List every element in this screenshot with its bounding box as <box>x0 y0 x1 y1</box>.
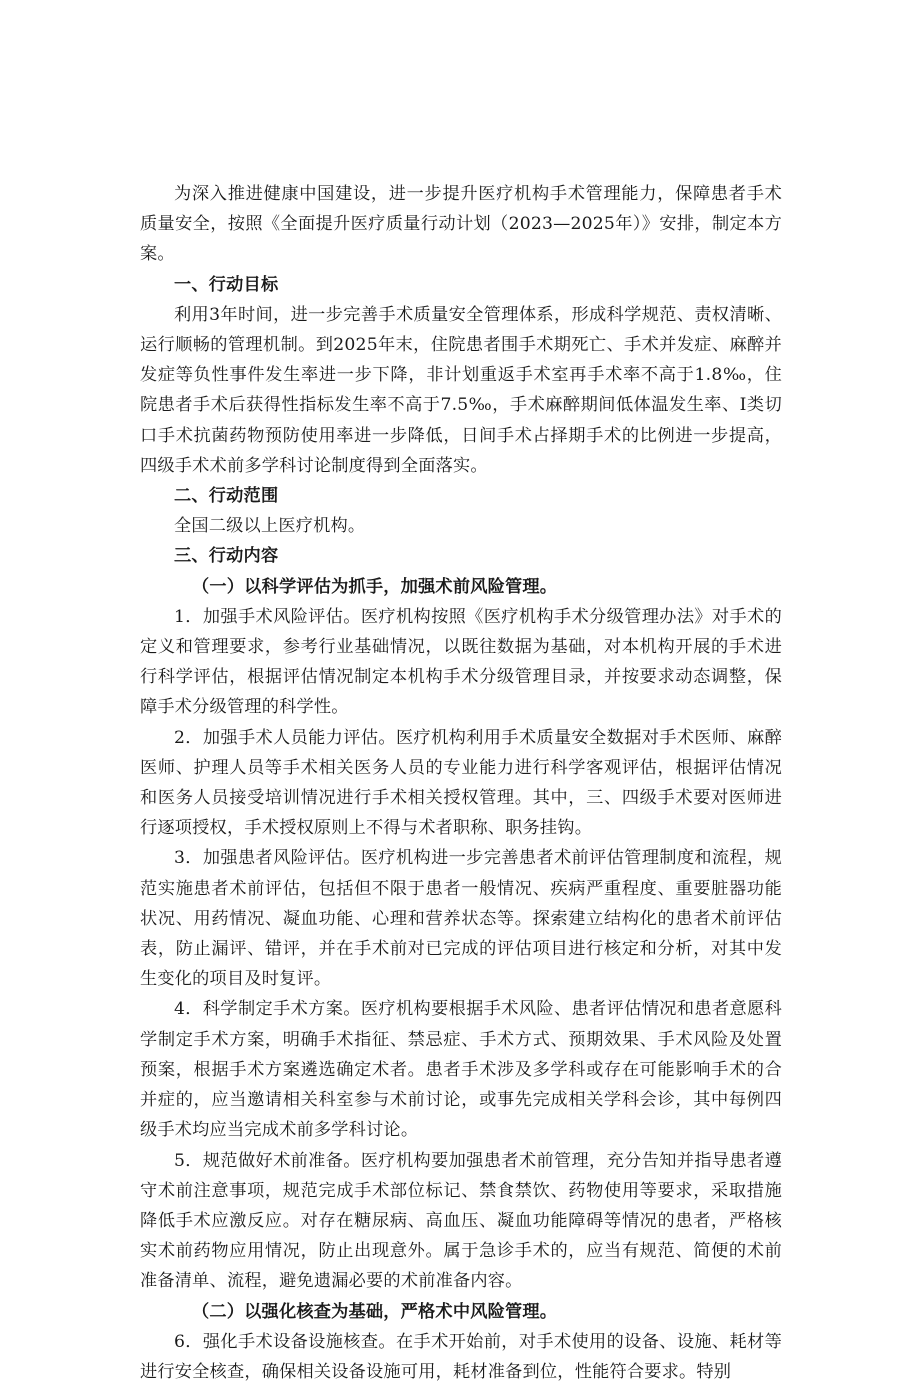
subsection-heading-intraop: （二）以强化核查为基础，严格术中风险管理。 <box>192 1301 558 1322</box>
section-heading-scope: 二、行动范围 <box>174 486 279 507</box>
scope-paragraph: 全国二级以上医疗机构。 <box>174 516 366 537</box>
item-paragraph-4: 4．科学制定手术方案。医疗机构要根据手术风险、患者评估情况和患者意愿科学制定手术方案，明确手术指征、禁忌症、手术方式、预期效果、手术风险及处置预案，根据手术方案遴选确定术者。患者手术涉及多学科或存在可能影响手术的合并症的，应当邀请相关科室参与术前讨论，或事先完成相关学科会诊，其中每例四级手术均应当完成术前多学科讨论。 <box>140 999 782 1141</box>
subsection-heading-preop: （一）以科学评估为抓手，加强术前风险管理。 <box>192 576 558 597</box>
item-paragraph-5: 5．规范做好术前准备。医疗机构要加强患者术前管理，充分告知并指导患者遵守术前注意事项，规范完成手术部位标记、禁食禁饮、药物使用等要求，采取措施降低手术应激反应。对存在糖尿病、高血压、凝血功能障碍等情况的患者，严格核实术前药物应用情况，防止出现意外。属于急诊手术的，应当有规范、简便的术前准备清单、流程，避免遗漏必要的术前准备内容。 <box>140 1150 782 1292</box>
intro-paragraph: 为深入推进健康中国建设，进一步提升医疗机构手术管理能力，保障患者手术质量安全，按照《全面提升医疗质量行动计划（2023—2025年）》安排，制定本方案。 <box>140 184 782 265</box>
document-body <box>140 179 782 1387</box>
item-paragraph-1: 1．加强手术风险评估。医疗机构按照《医疗机构手术分级管理办法》对手术的定义和管理要求，参考行业基础情况，以既往数据为基础，对本机构开展的手术进行科学评估，根据评估情况制定本机构手术分级管理目录，并按要求动态调整，保障手术分级管理的科学性。 <box>140 606 782 718</box>
item-paragraph-6: 6．强化手术设备设施核查。在手术开始前，对手术使用的设备、设施、耗材等进行安全核查，确保相关设备设施可用，耗材准备到位，性能符合要求。特别 <box>140 1331 782 1382</box>
section-heading-goals: 一、行动目标 <box>174 274 279 295</box>
item-paragraph-2: 2．加强手术人员能力评估。医疗机构利用手术质量安全数据对手术医师、麻醉医师、护理人员等手术相关医务人员的专业能力进行科学客观评估，根据评估情况和医务人员接受培训情况进行手术相关授权管理。其中，三、四级手术要对医师进行逐项授权，手术授权原则上不得与术者职称、职务挂钩。 <box>140 727 782 839</box>
item-paragraph-3: 3．加强患者风险评估。医疗机构进一步完善患者术前评估管理制度和流程，规范实施患者术前评估，包括但不限于患者一般情况、疾病严重程度、重要脏器功能状况、用药情况、凝血功能、心理和营养状态等。探索建立结构化的患者术前评估表，防止漏评、错评，并在手术前对已完成的评估项目进行核定和分析，对其中发生变化的项目及时复评。 <box>140 848 782 990</box>
goals-paragraph: 利用3年时间，进一步完善手术质量安全管理体系，形成科学规范、责权清晰、运行顺畅的管理机制。到2025年末，住院患者围手术期死亡、手术并发症、麻醉并发症等负性事件发生率进一步下降，非计划重返手术室再手术率不高于1.8‰，住院患者手术后获得性指标发生率不高于7.5‰，手术麻醉期间低体温发生率、Ⅰ类切口手术抗菌药物预防使用率进一步降低，日间手术占择期手术的比例进一步提高，四级手术术前多学科讨论制度得到全面落实。 <box>140 304 782 476</box>
section-heading-content: 三、行动内容 <box>174 546 279 567</box>
